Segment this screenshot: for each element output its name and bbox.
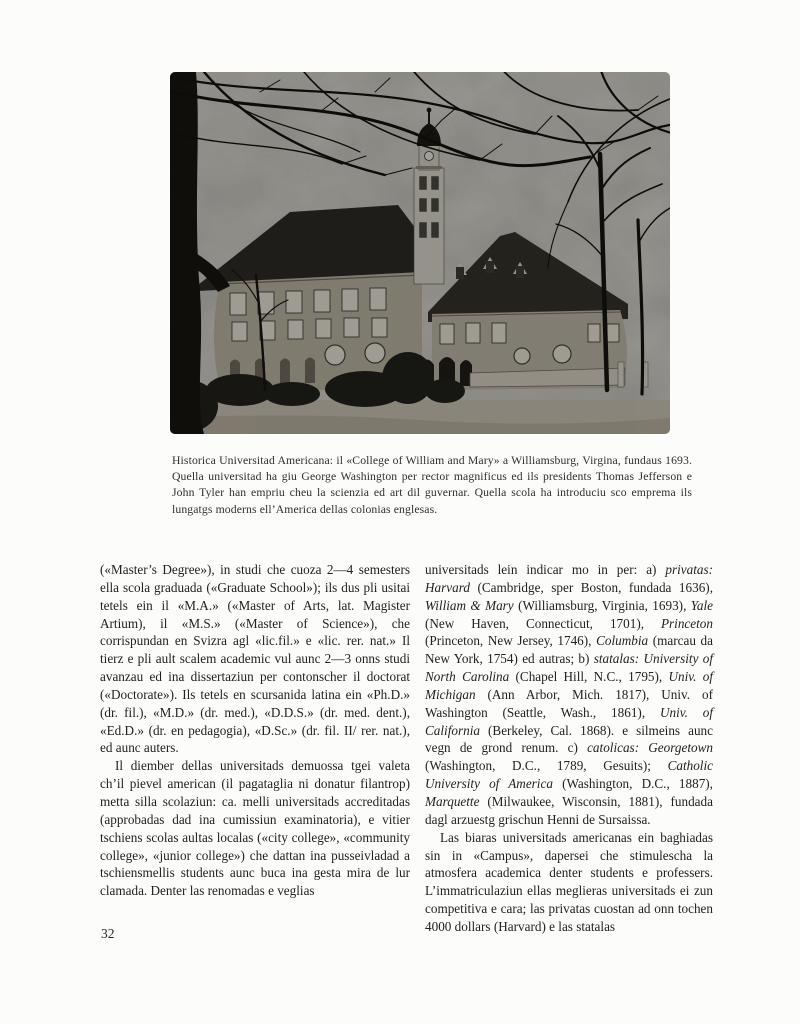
- right-column: [425, 561, 713, 936]
- paragraph: Il diember dellas universitads demuossa tgei valeta ch’il pievel american (il pagataglia ni donatur filantrop) metta silla scolaziun: ca. melli universitads accreditadas (approbadas dad ina cumissiun examinatoria), e vitier tschiens scolas aultas localas («city college», «community college», «junior college») che dattan ina pusseivladad a tschiensmellis students aunc buca ina gesta mira de lur clamada. Denter las renomadas e veglias: [100, 758, 410, 899]
- halftone-grain: [170, 72, 670, 434]
- paragraph: universitads lein indicar mo in per: a) privatas: Harvard (Cambridge, sper Boston, fundada 1636), William & Mary (Williamsburg, Virginia, 1693), Yale (New Haven, Connecticut, 1701), Princeton (Princeton, New Jersey, 1746), Columbia (marcau da New York, 1754) ed autras; b) statalas: University of North Carolina (Chapel Hill, N.C., 1795), Univ. of Michigan (Ann Arbor, Mich. 1817), Univ. of Washington (Seattle, Wash., 1861), Univ. of California (Berkeley, Cal. 1868). e silmeins aunc vegn de grond renum. c) catolicas: Georgetown (Washington, D.C., 1789, Gesuits); Catholic University of America (Washington, D.C., 1887), Marquette (Milwaukee, Wisconsin, 1881), fundada dagl arzuestg grischun Henni de Sursaissa.: [425, 562, 714, 827]
- paragraph: Las biaras universitads americanas ein baghiadas sin in «Campus», dapersei che stimulescha la atmosfera academica denter students e professers. L’immatriculaziun ellas meglieras universitads ei zun competitiva e cara; las privatas cuostan ad onn tochen 4000 dollars (Harvard) e las statalas: [425, 829, 713, 934]
- paragraph: («Master’s Degree»), in studi che cuoza 2—4 semesters ella scola graduada («Graduate School»); ils dus pli usitai tetels ein il «M.A.» («Master of Arts, lat. Magister Artium), il «M.S.» («Master of Science»), che corrispundan en Svizra agl «lic.fil.» e «lic. rer. nat.» Il tierz e pli ault scalem academic vul aunc 2—3 onns studi avanzau ed ina dissertaziun per contonscher il doctorat («Doctorate»). Ils tetels en scursanida latina ein «Ph.D.» (dr. fil.), «M.D.» (dr. med.), «D.D.S.» (dr. med. dent.), «Ed.D.» (dr. en pedagogia), «D.Sc.» (dr. fil. II/ rer. nat.), ed aunc auters.: [100, 562, 410, 756]
- page-number: 32: [101, 926, 115, 941]
- left-column: [100, 561, 410, 936]
- figure-caption-block: [172, 453, 692, 518]
- body-text: [100, 561, 713, 936]
- historic-engraving-figure: [170, 72, 670, 434]
- engraving-image: [170, 72, 670, 434]
- figure-caption: Historica Universitad Americana: il «College of William and Mary» a Williamsburg, Virgina, fundaus 1693. Quella universitad ha giu George Washington per rector magnificus ed ils presidents Thomas Jefferson e John Tyler han empriu cheu la scienzia ed art dil guvernar. Quella scola ha introduciu sco emprema ils lungatgs moderns ell’America dellas colonias englesas.: [172, 454, 692, 516]
